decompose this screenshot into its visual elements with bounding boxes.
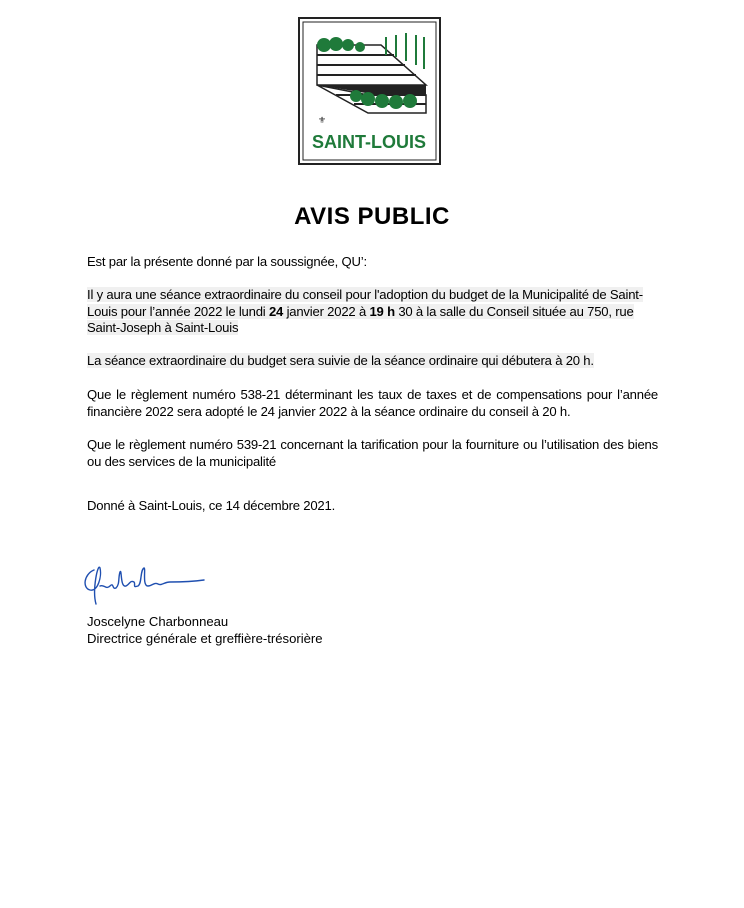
meeting-day: 24 <box>268 303 284 319</box>
logo-text: SAINT-LOUIS <box>311 132 427 152</box>
closing-date: Donné à Saint-Louis, ce 14 décembre 2021. <box>87 498 336 513</box>
meeting-notice <box>87 287 658 337</box>
bylaw-538-notice: Que le règlement numéro 538-21 déterminant les taux de taxes et de compensations pour l’année financière 2022 sera adopté le 24 janvier 2022 à la séance ordinaire du conseil à 20 h. <box>87 387 658 419</box>
svg-text:⚜: ⚜ <box>318 116 327 126</box>
intro-text: Est par la présente donné par la soussignée, QU’: <box>87 254 367 269</box>
meeting-text-part3: 30 à la salle du Conseil située au 750, rue Saint-Joseph à Saint-Louis <box>87 303 634 336</box>
bylaw-539-notice: Que le règlement numéro 539-21 concernant la tarification pour la fourniture ou l’utilisation des biens ou des services de la municipalité <box>87 437 658 469</box>
meeting-text-part2: janvier 2022 à <box>283 303 370 319</box>
signatory-role: Directrice générale et greffière-trésorière <box>87 631 323 646</box>
signatory-name: Joscelyne Charbonneau <box>87 614 229 629</box>
ordinary-meeting-text: La séance extraordinaire du budget sera suivie de la séance ordinaire qui débutera à 20 h. <box>87 353 594 368</box>
page-title: AVIS PUBLIC <box>294 203 450 230</box>
ordinary-meeting-notice <box>87 353 658 370</box>
meeting-text-part1: Il y aura une séance extraordinaire du conseil pour l'adoption du budget de la Municipalité de Saint-Louis pour l’année 2022 le lundi <box>87 287 643 319</box>
signature <box>80 560 210 608</box>
meeting-hour: 19 h <box>369 303 395 319</box>
saint-louis-logo <box>298 17 441 165</box>
